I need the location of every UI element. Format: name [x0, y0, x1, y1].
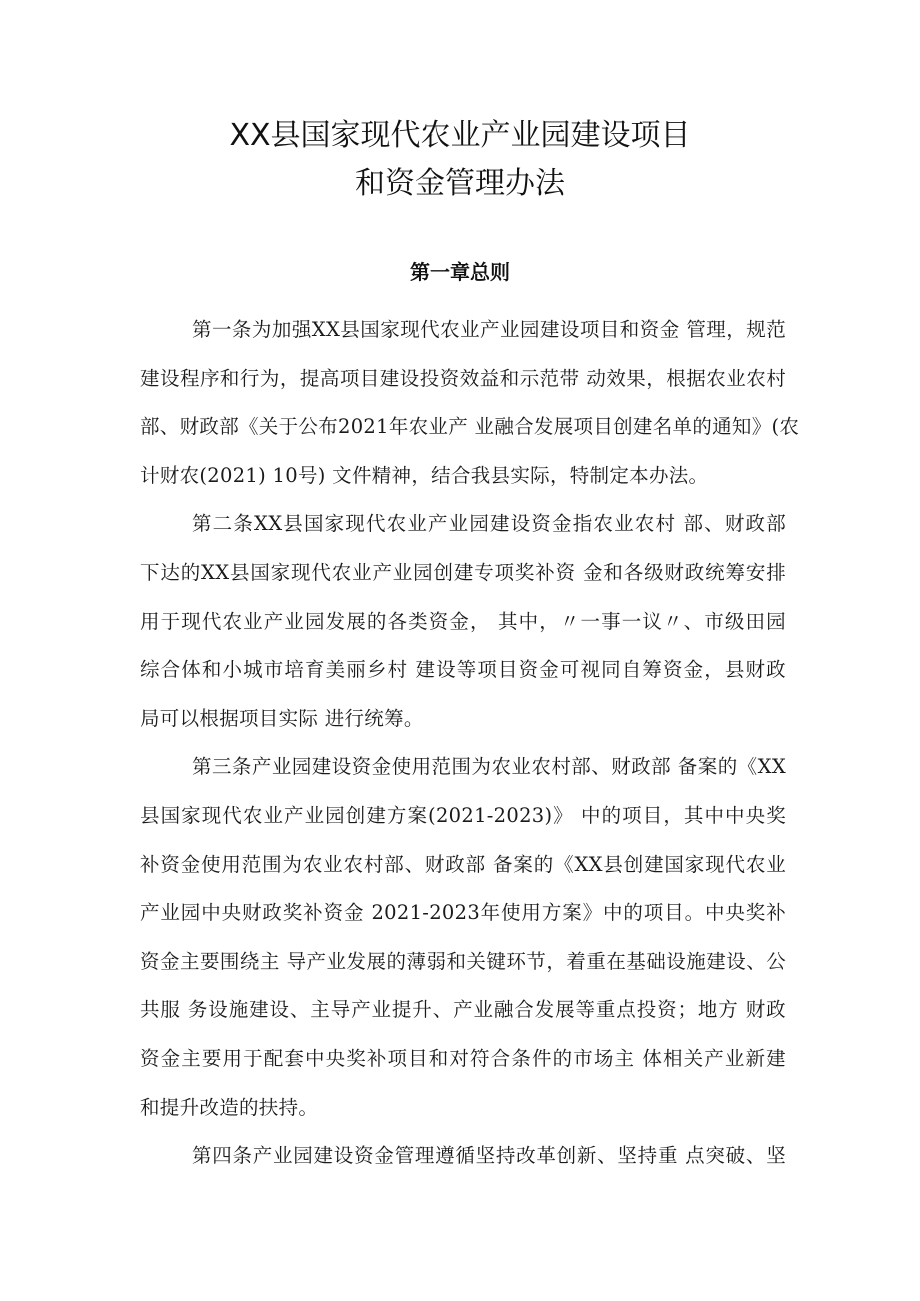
article-4: [140, 1132, 786, 1181]
article-line: 综合体和小城市培育美丽乡村 建设等项目资金可视同自筹资金，县财政: [140, 658, 786, 682]
chapter-heading: 第一章总则: [410, 260, 510, 284]
article-line: 建设程序和行为，提高项目建设投资效益和示范带 动效果，根据农业农村: [140, 366, 786, 390]
article-line: 和提升改造的扶持。: [140, 1095, 319, 1119]
article-line: 共服 务设施建设、主导产业提升、产业融合发展等重点投资；地方 财政: [140, 998, 786, 1022]
document-title-line-2: 和资金管理办法: [355, 166, 565, 201]
document-body: [140, 306, 800, 1181]
article-2: [140, 500, 786, 743]
article-line: 县国家现代农业产业园创建方案(2021-2023)》 中的项目，其中中央奖: [140, 803, 786, 827]
article-line: 补资金使用范围为农业农村部、财政部 备案的《XX县创建国家现代农业: [140, 852, 786, 876]
article-line: 局可以根据项目实际 进行统筹。: [140, 706, 424, 730]
article-line: 下达的XX县国家现代农业产业园创建专项奖补资 金和各级财政统筹安排: [140, 560, 786, 584]
article-line: 部、财政部《关于公布2021年农业产 业融合发展项目创建名单的通知》(农: [140, 415, 800, 439]
article-1: [140, 306, 800, 500]
article-line: 用于现代农业产业园发展的各类资金， 其中，〃一事一议〃、市级田园: [140, 609, 786, 633]
article-3: [140, 743, 786, 1132]
article-line: 第三条产业园建设资金使用范围为农业农村部、财政部 备案的《XX: [192, 755, 786, 779]
article-line: 第二条XX县国家现代农业产业园建设资金指农业农村 部、财政部: [192, 512, 786, 536]
article-line: 资金主要围绕主 导产业发展的薄弱和关键环节，着重在基础设施建设、公: [140, 949, 786, 973]
article-line: 产业园中央财政奖补资金 2021-2023年使用方案》中的项目。中央奖补: [140, 901, 786, 925]
article-line: 第四条产业园建设资金管理遵循坚持改革创新、坚持重 点突破、坚: [192, 1144, 786, 1168]
article-line: 第一条为加强XX县国家现代农业产业园建设项目和资金 管理，规范: [192, 318, 786, 341]
document-title-line-1: XX县国家现代农业产业园建设项目: [229, 118, 691, 153]
article-line: 资金主要用于配套中央奖补项目和对符合条件的市场主 体相关产业新建: [140, 1046, 786, 1070]
article-line: 计财农(2021) 10号) 文件精神，结合我县实际，特制定本办法。: [140, 463, 709, 487]
